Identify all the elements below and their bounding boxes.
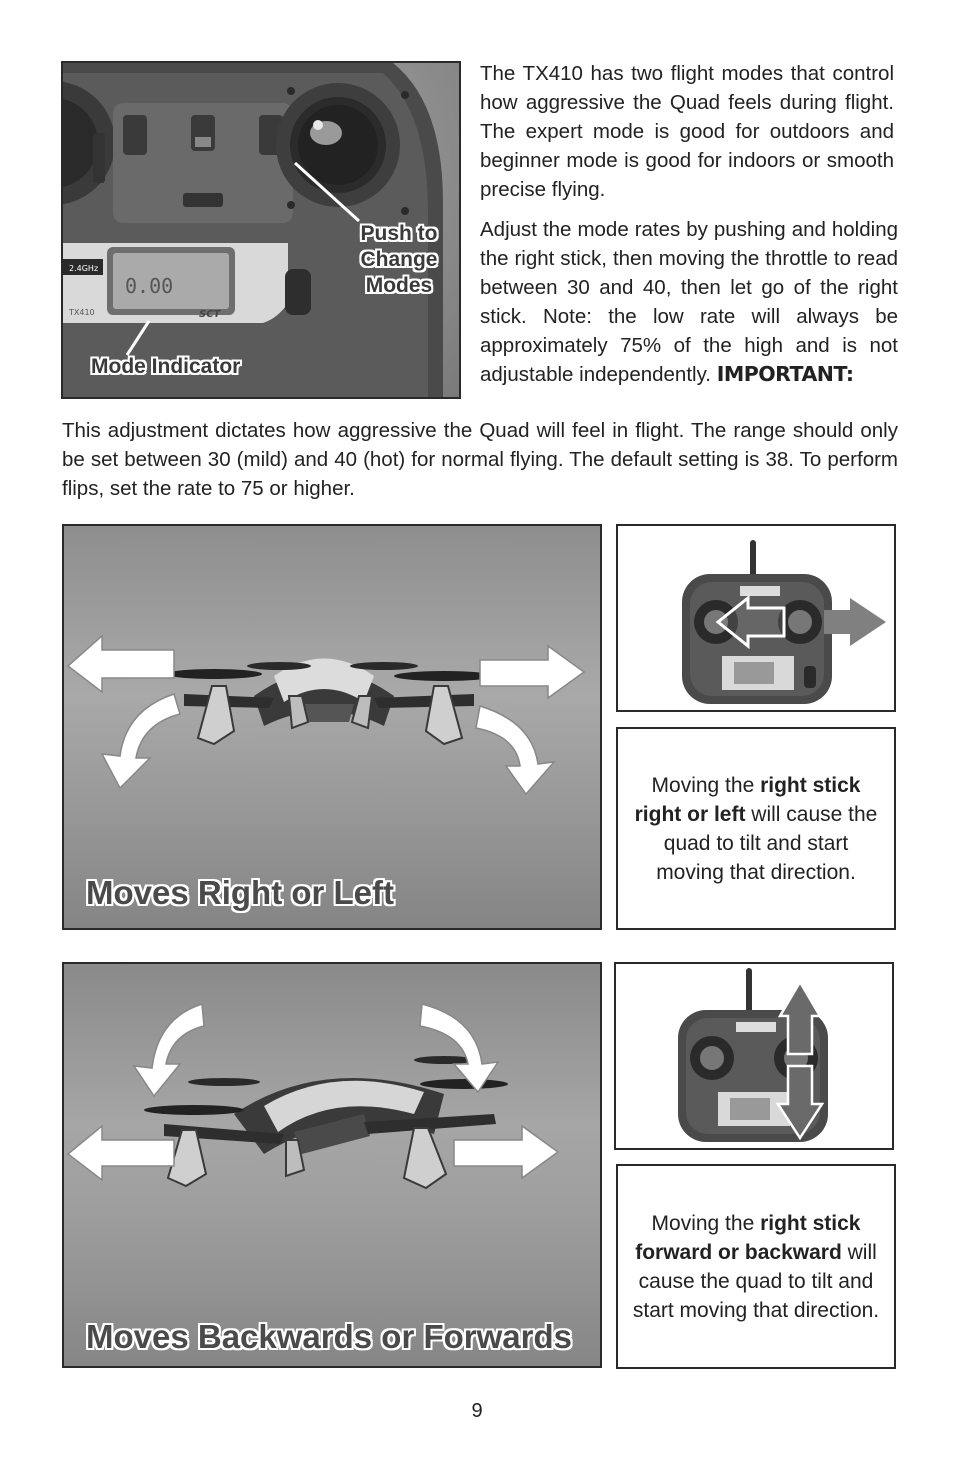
transmitter-stick-lr-illustration [618,526,896,712]
mode-indicator-callout: Mode Indicator [91,355,241,378]
transmitter-right-left-diagram [616,524,896,712]
moves-backwards-forwards-caption: Moves Backwards or Forwards [86,1318,573,1355]
quad-right-left-photo [62,524,602,930]
back-forward-description-box [616,1164,896,1369]
desc-prefix: Moving the [651,1211,761,1235]
model-label: TX410 [69,308,95,317]
moves-right-left-caption: Moves Right or Left [86,874,395,911]
right-left-description-box [616,727,896,930]
transmitter-back-forward-diagram [614,962,894,1150]
band-label: 2.4GHz [69,264,99,273]
transmitter-stick-fb-illustration [616,964,894,1150]
desc-bold: right stick forward or backward [635,1211,861,1264]
brand-label: SCT [199,309,221,320]
lcd-readout: 0.00 [125,274,174,298]
push-to-change-modes-callout: Push to Change Modes [360,222,438,297]
adjust-rates-text: Adjust the mode rates by pushing and holding the right stick, then moving the throttle to read between 30 and 40, then let go of the right stick. Note: the low rate will always be approximately 75% of the high and is not adjustable independently. [480,218,898,386]
desc-suffix: will cause the quad to tilt and start moving that direction. [632,1240,880,1322]
quad-side-illustration [64,526,602,930]
quad-angled-illustration [64,964,602,1368]
desc-prefix: Moving the [651,773,761,797]
page-number: 9 [471,1400,483,1422]
intro-paragraph-adjust-rates [480,215,898,389]
intro-paragraph-flight-modes: The TX410 has two flight modes that control how aggressive the Quad feels during flight. The expert mode is good for outdoors and beginner mode is good for indoors or smooth precise flying. [480,62,894,201]
transmitter-closeup-photo [61,61,461,399]
important-note-paragraph: This adjustment dictates how aggressive the Quad will feel in flight. The range should only be set between 30 (mild) and 40 (hot) for normal flying. The default setting is 38. To perform flips, set the rate to 75 or higher. [62,419,898,500]
desc-bold: right stick right or left [634,773,861,826]
desc-suffix: will cause the quad to tilt and start moving that direction. [656,802,878,884]
important-label: IMPORTANT: [716,362,854,386]
quad-back-forward-photo [62,962,602,1368]
right-left-description [628,771,884,887]
back-forward-description [628,1209,884,1325]
